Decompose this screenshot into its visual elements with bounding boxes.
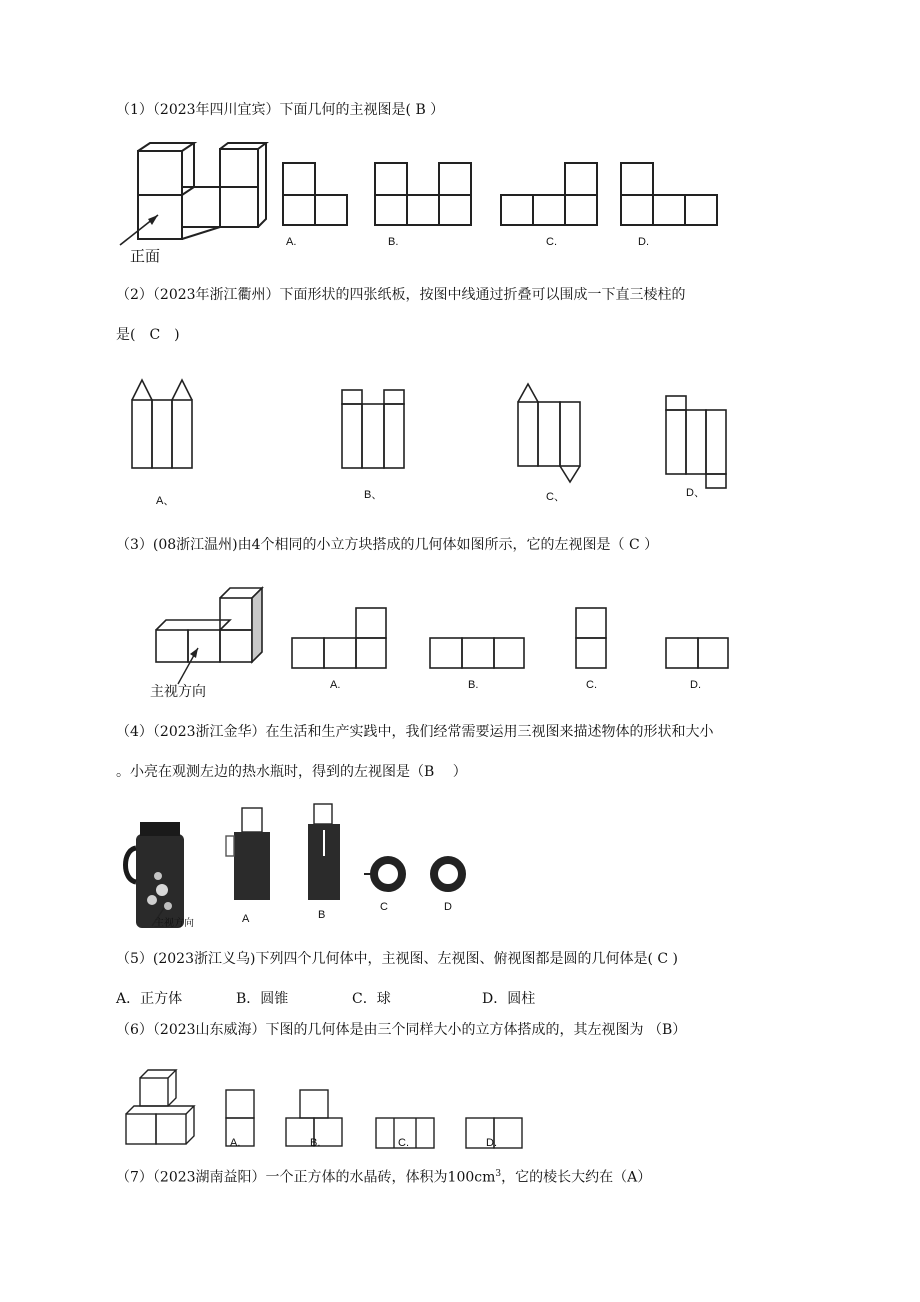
q2-option-a-label: A、: [156, 495, 175, 507]
question-6-figure: [118, 1058, 538, 1150]
question-2-text-line1: （2）（2023年浙江衢州）下面形状的四张纸板，按图中线通过折叠可以围成一下直三棱柱的: [116, 287, 686, 303]
q2-option-c-label: C、: [546, 491, 565, 503]
question-3-text: （3）(08浙江温州)由4个相同的小立方块搭成的几何体如图所示，它的左视图是（ C ）: [116, 537, 659, 553]
q4-direction-label: 主视方向: [154, 918, 194, 929]
q6-option-b-label: B.: [310, 1137, 321, 1149]
q7-text-after: ，它的棱长大约在（A）: [501, 1169, 652, 1186]
q5-option-d: D．圆柱: [482, 991, 536, 1007]
question-3-figure: [118, 578, 738, 703]
question-2-text-line2: 是( C ): [116, 327, 180, 343]
q3-option-b-label: B.: [468, 679, 479, 691]
q3-direction-label: 主视方向: [150, 683, 206, 699]
q5-option-b: B．圆锥: [236, 991, 289, 1007]
q3-option-a-label: A.: [330, 679, 341, 691]
q5-option-a: A．正方体: [116, 991, 183, 1007]
q4-option-d-label: D: [444, 901, 452, 913]
q1-option-c-label: C.: [546, 236, 557, 248]
q4-option-a-label: A: [242, 913, 250, 925]
q6-option-a-label: A.: [230, 1137, 241, 1149]
q1-cube-right: [220, 187, 258, 227]
q1-cube-middle: [182, 187, 220, 227]
q1-option-d-label: D.: [638, 236, 649, 248]
q5-option-c: C．球: [352, 991, 391, 1007]
q1-front-label: 正面: [130, 248, 161, 265]
question-2-figure: [118, 368, 748, 513]
q3-option-c-label: C.: [586, 679, 597, 691]
q1-option-b-label: B.: [388, 236, 399, 248]
q2-option-d-label: D、: [686, 487, 705, 499]
question-7-text: [116, 1164, 651, 1188]
q7-superscript: 3: [495, 1169, 502, 1179]
question-1-text: （1）（2023年四川宜宾）下面几何的主视图是( B ）: [116, 102, 445, 118]
q4-option-c-label: C: [380, 901, 388, 913]
thermos-image: [126, 822, 185, 928]
q3-option-d-label: D.: [690, 679, 701, 691]
q7-text-before: （7）（2023湖南益阳）一个正方体的水晶砖，体积为100cm: [116, 1169, 496, 1186]
question-5-text: （5）(2023浙江义乌)下列四个几何体中，主视图、左视图、俯视图都是圆的几何体是( C ): [116, 951, 678, 967]
question-4-text-line1: （4）（2023浙江金华）在生活和生产实践中，我们经常需要运用三视图来描述物体的形状和大小: [116, 724, 714, 740]
question-4-text-line2: 。小亮在观测左边的热水瓶时，得到的左视图是（B ）: [116, 764, 467, 780]
question-6-text: （6）（2023山东威海）下图的几何体是由三个同样大小的立方体搭成的，其左视图为 （B）: [116, 1022, 687, 1038]
q1-option-a-label: A.: [286, 236, 297, 248]
question-4-figure: [118, 800, 480, 932]
q6-option-d-label: D.: [486, 1137, 497, 1149]
q1-cube-front-left: [138, 195, 182, 239]
q1-cube-top-left: [138, 151, 182, 195]
question-1-figure: [118, 135, 730, 267]
q4-option-b-label: B: [318, 909, 326, 921]
q6-option-c-label: C.: [398, 1137, 409, 1149]
q2-option-b-label: B、: [364, 489, 383, 501]
q1-cube-top-right: [220, 149, 258, 187]
